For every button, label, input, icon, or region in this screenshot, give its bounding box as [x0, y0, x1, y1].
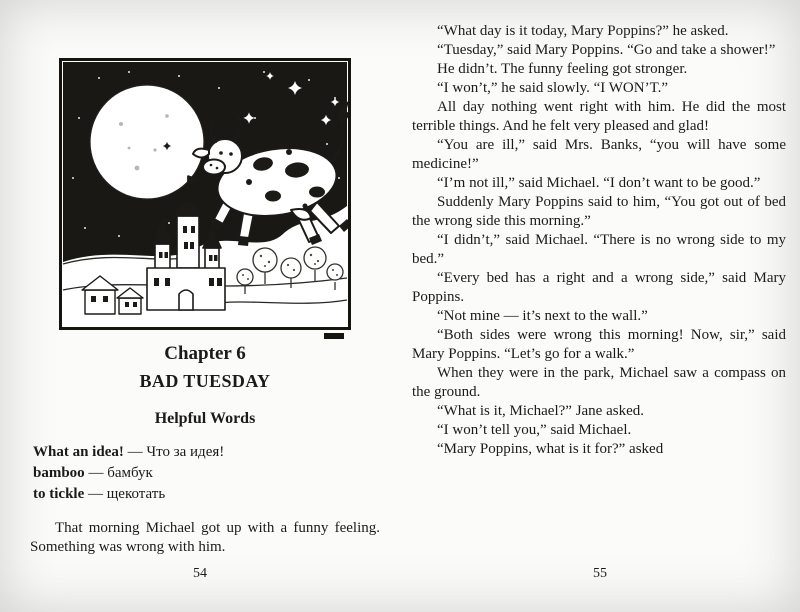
vocab-translation: Что за идея! — [146, 444, 225, 460]
vocab-translation: щекотать — [106, 486, 166, 502]
helpful-words-heading: Helpful Words — [154, 410, 256, 427]
page-number-right: 55 — [593, 566, 607, 581]
story-paragraph: All day nothing went right with him. He did the most terrible things. And he felt very pleased and glad! — [412, 99, 786, 134]
vocabulary-item — [33, 442, 380, 463]
story-paragraph: “I won’t,” he said slowly. “I WON’T.” — [437, 80, 669, 96]
cow-over-moon-drawing — [59, 58, 351, 330]
right-page — [400, 0, 800, 612]
chapter-illustration — [59, 58, 351, 330]
story-paragraph: “What is it, Michael?” Jane asked. — [437, 403, 644, 419]
chapter-title: BAD TUESDAY — [139, 371, 271, 391]
story-paragraph: “Not mine — it’s next to the wall.” — [437, 308, 648, 324]
story-paragraph: Suddenly Mary Poppins said to him, “You got out of bed the wrong side this morning.” — [412, 194, 786, 229]
vocab-separator: — — [87, 486, 103, 502]
story-paragraph: “I’m not ill,” said Michael. “I don’t want to be good.” — [437, 175, 761, 191]
vocab-separator: — — [127, 444, 143, 460]
right-page-text — [412, 22, 786, 459]
vocab-term: to tickle — [33, 486, 85, 502]
story-paragraph: He didn’t. The funny feeling got stronger. — [437, 61, 688, 77]
vocab-separator: — — [88, 465, 104, 481]
left-page-text — [30, 519, 380, 557]
story-paragraph: When they were in the park, Michael saw a compass on the ground. — [412, 365, 786, 400]
story-paragraph: “I won’t tell you,” said Michael. — [437, 422, 632, 438]
story-paragraph: “Tuesday,” said Mary Poppins. “Go and take a shower!” — [437, 42, 776, 58]
story-paragraph: “Mary Poppins, what is it for?” asked — [437, 441, 664, 457]
page-number-left: 54 — [193, 566, 207, 581]
chapter-number: Chapter 6 — [164, 343, 246, 364]
vocabulary-list — [30, 442, 380, 505]
story-paragraph: “What day is it today, Mary Poppins?” he asked. — [437, 23, 729, 39]
story-paragraph: “You are ill,” said Mrs. Banks, “you will have some medicine!” — [412, 137, 786, 172]
vocab-term: bamboo — [33, 465, 85, 481]
vocabulary-item — [33, 463, 380, 484]
vocabulary-item — [33, 484, 380, 505]
vocab-term: What an idea! — [33, 444, 124, 460]
vocab-translation: бамбук — [107, 465, 153, 481]
story-paragraph: That morning Michael got up with a funny feeling. Something was wrong with him. — [30, 520, 380, 555]
ink-mark — [324, 333, 344, 339]
story-paragraph: “Both sides were wrong this morning! Now, sir,” said Mary Poppins. “Let’s go for a walk.” — [412, 327, 786, 362]
story-paragraph: “Every bed has a right and a wrong side,” said Mary Poppins. — [412, 270, 786, 305]
story-paragraph: “I didn’t,” said Michael. “There is no wrong side to my bed.” — [412, 232, 786, 267]
